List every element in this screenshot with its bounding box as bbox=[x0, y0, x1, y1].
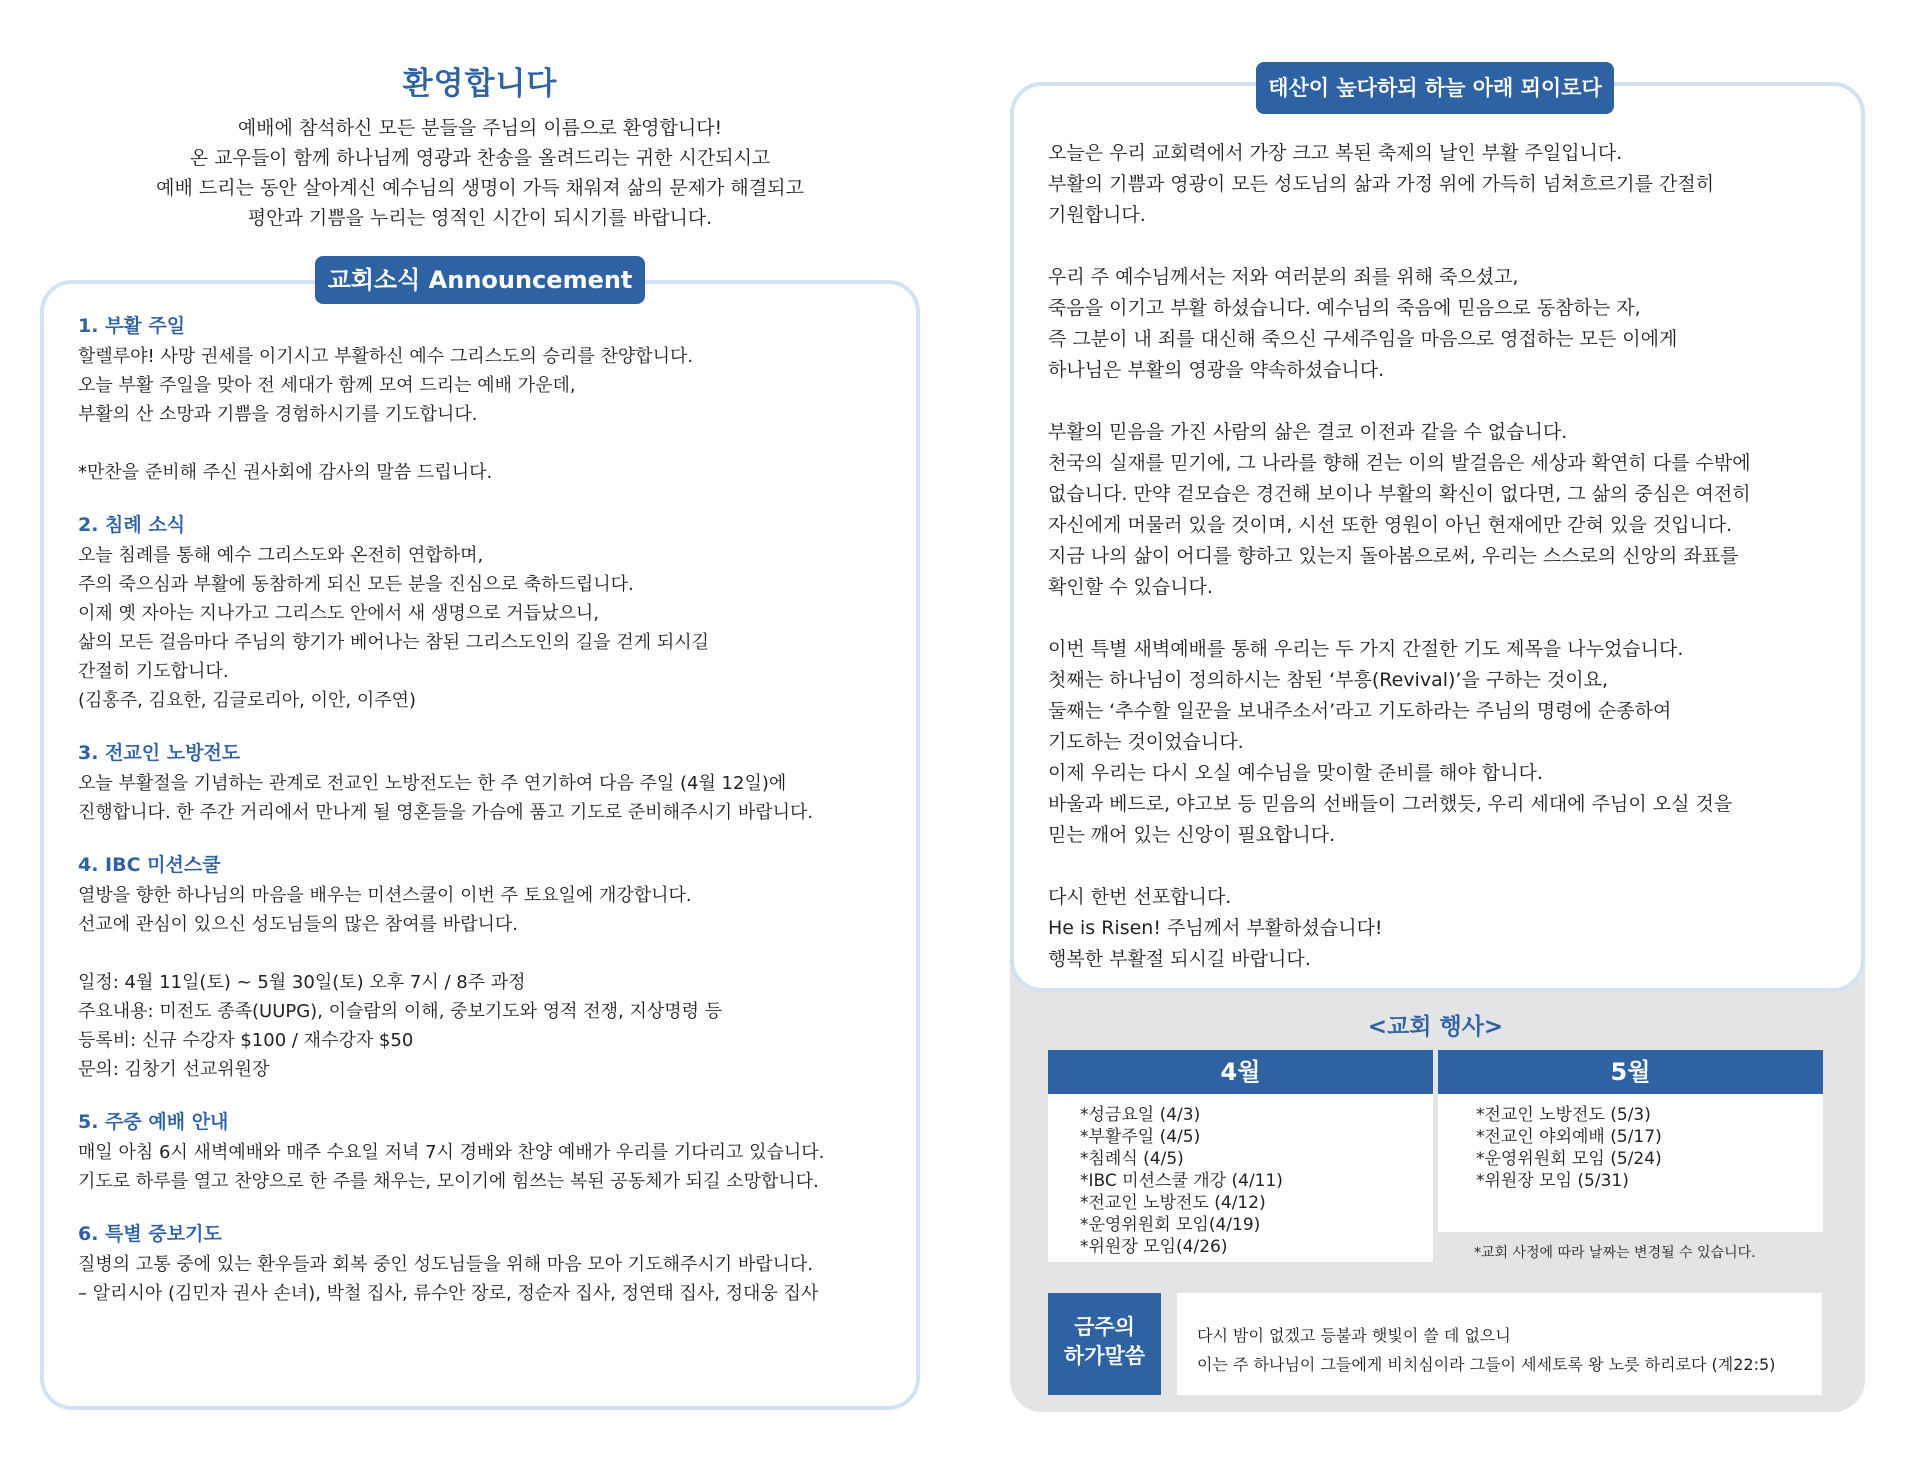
announcement-body: 열방을 향한 하나님의 마음을 배우는 미션스쿨이 이번 주 토요일에 개강합니다. 선교에 관심이 있으신 성도님들의 많은 참여를 바랍니다. 일정: 4월 11일(토) ~ 5월 30일(토) 오후 7시 / 8주 과정 주요내용: 미전도 종족(UUPG), 이슬람의 이해, 중보기도와 영적 전쟁, 지상명령 등 등록비: 신규 수강자 $100 / 재수강자 $50 문의: 김창기 선교위원장 bbox=[78, 885, 723, 1080]
announcement-title: 3. 전교인 노방전도 bbox=[78, 742, 241, 764]
events-april-header: 4월 bbox=[1048, 1050, 1433, 1094]
announcement-body: 오늘 침례를 통해 예수 그리스도와 온전히 연합하며, 주의 죽으심과 부활에 동참하게 되신 모든 분을 진심으로 축하드립니다. 이제 옛 자아는 지나가고 그리스도 안에서 새 생명으로 거듭났으니, 삶의 모든 걸음마다 주님의 향기가 베어나는 참된 그리스도인의 길을 걷게 되시길 간절히 기도합니다. (김홍주, 김요한, 김글로리아, 이안, 이주연) bbox=[78, 545, 710, 711]
events-april-list bbox=[1048, 1094, 1433, 1258]
event-item: *부활주일 (4/5) bbox=[1080, 1127, 1201, 1147]
events-may-column bbox=[1438, 1050, 1823, 1232]
welcome-line: 예배 드리는 동안 살아계신 예수님의 생명이 가득 채워져 삶의 문제가 해결되고 bbox=[156, 177, 804, 199]
event-item: *운영위원회 모임(4/19) bbox=[1080, 1215, 1261, 1235]
announcement-body: 오늘 부활절을 기념하는 관계로 전교인 노방전도는 한 주 연기하여 다음 주일 (4월 12일)에 진행합니다. 한 주간 거리에서 만나게 될 영혼들을 가슴에 품고 기도로 준비해주시기 바랍니다. bbox=[78, 773, 814, 823]
event-item: *위원장 모임 (5/31) bbox=[1476, 1171, 1629, 1191]
events-april-column bbox=[1048, 1050, 1433, 1262]
event-item: *전교인 야외예배 (5/17) bbox=[1476, 1127, 1662, 1147]
verse-box bbox=[1177, 1293, 1822, 1395]
events-note: *교회 사정에 따라 날짜는 변경될 수 있습니다. bbox=[1474, 1245, 1756, 1261]
announcement-body: 매일 아침 6시 새벽예배와 매주 수요일 저녁 7시 경배와 찬양 예배가 우리를 기다리고 있습니다. 기도로 하루를 열고 찬양으로 한 주를 채우는, 모이기에 힘쓰는 복된 공동체가 되길 소망합니다. bbox=[78, 1142, 825, 1192]
announcement-item bbox=[78, 509, 908, 715]
verse-label-text: 금주의 하가말씀 bbox=[1063, 1315, 1146, 1368]
welcome-section bbox=[40, 58, 920, 233]
announcements-list bbox=[78, 310, 908, 1330]
events-may-list bbox=[1438, 1094, 1823, 1192]
sermon-body: 오늘은 우리 교회력에서 가장 크고 복된 축제의 날인 부활 주일입니다. 부활의 기쁨과 영광이 모든 성도님의 삶과 가정 위에 가득히 넘쳐흐르기를 간절히 기원합니다. 우리 주 예수님께서는 저와 여러분의 죄를 위해 죽으셨고, 죽음을 이기고 부활 하셨습니다. 예수님의 죽음에 믿음으로 동참하는 자, 즉 그분이 내 죄를 대신해 죽으신 구세주임을 마음으로 영접하는 모든 이에게 하나님은 부활의 영광을 약속하셨습니다. 부활의 믿음을 가진 사람의 삶은 결코 이전과 같을 수 없습니다. 천국의 실재를 믿기에, 그 나라를 향해 걷는 이의 발걸음은 세상과 확연히 다를 수밖에 없습니다. 만약 겉모습은 경건해 보이나 부활의 확신이 없다면, 그 삶의 중심은 여전히 자신에게 머물러 있을 것이며, 시선 또한 영원이 아닌 현재에만 갇혀 있을 것입니다. 지금 나의 삶이 어디를 향하고 있는지 돌아봄으로써, 우리는 스스로의 신앙의 좌표를 확인할 수 있습니다. 이번 특별 새벽예배를 통해 우리는 두 가지 간절한 기도 제목을 나누었습니다. 첫째는 하나님이 정의하시는 참된 ‘부흥(Revival)’을 구하는 것이요, 둘째는 ‘추수할 일꾼을 보내주소서’라고 기도하라는 주님의 명령에 순종하여 기도하는 것이었습니다. 이제 우리는 다시 오실 예수님을 맞이할 준비를 해야 합니다. 바울과 베드로, 야고보 등 믿음의 선배들이 그러했듯, 우리 세대에 주님이 오실 것을 믿는 깨어 있는 신앙이 필요합니다. 다시 한번 선포합니다. He is Risen! 주님께서 부활하셨습니다! 행복한 부활절 되시길 바랍니다. bbox=[1048, 142, 1751, 970]
events-may-header: 5월 bbox=[1438, 1050, 1823, 1094]
announcement-item bbox=[78, 737, 908, 827]
event-item: *침례식 (4/5) bbox=[1080, 1149, 1184, 1169]
event-item: *IBC 미션스쿨 개강 (4/11) bbox=[1080, 1171, 1283, 1191]
announcement-item bbox=[78, 849, 908, 1084]
event-item: *운영위원회 모임 (5/24) bbox=[1476, 1149, 1662, 1169]
announcement-item bbox=[78, 1106, 908, 1196]
events-title: <교회 행사> bbox=[1367, 1014, 1504, 1040]
event-item: *전교인 노방전도 (4/12) bbox=[1080, 1193, 1266, 1213]
announcement-body: 할렐루야! 사망 권세를 이기시고 부활하신 예수 그리스도의 승리를 찬양합니다. 오늘 부활 주일을 맞아 전 세대가 함께 모여 드리는 예배 가운데, 부활의 산 소망과 기쁨을 경험하시기를 기도합니다. *만찬을 준비해 주신 권사회에 감사의 말씀 드립니다. bbox=[78, 346, 694, 483]
announcement-item bbox=[78, 1218, 908, 1308]
event-item: *전교인 노방전도 (5/3) bbox=[1476, 1105, 1651, 1125]
event-item: *위원장 모임(4/26) bbox=[1080, 1237, 1228, 1257]
welcome-title: 환영합니다 bbox=[402, 66, 558, 102]
announcement-body: 질병의 고통 중에 있는 환우들과 회복 중인 성도님들을 위해 마음 모아 기도해주시기 바랍니다. – 알리시아 (김민자 권사 손녀), 박철 집사, 류수안 장로, 정순자 집사, 정연태 집사, 정대웅 집사 bbox=[78, 1254, 819, 1304]
announcements-header: 교회소식 Announcement bbox=[315, 256, 645, 304]
announcement-title: 2. 침례 소식 bbox=[78, 514, 186, 536]
event-item: *성금요일 (4/3) bbox=[1080, 1105, 1201, 1125]
announcement-title: 4. IBC 미션스쿨 bbox=[78, 854, 221, 876]
verse-label bbox=[1048, 1293, 1161, 1395]
announcement-title: 5. 주중 예배 안내 bbox=[78, 1111, 229, 1133]
sermon-title: 태산이 높다하되 하늘 아래 뫼이로다 bbox=[1256, 62, 1614, 114]
welcome-line: 평안과 기쁨을 누리는 영적인 시간이 되시기를 바랍니다. bbox=[247, 207, 713, 229]
announcement-item bbox=[78, 310, 908, 487]
announcement-title: 6. 특별 중보기도 bbox=[78, 1223, 222, 1245]
announcement-title: 1. 부활 주일 bbox=[78, 315, 186, 337]
verse-line: 다시 밤이 없겠고 등불과 햇빛이 쓸 데 없으니 bbox=[1197, 1326, 1511, 1345]
welcome-line: 예배에 참석하신 모든 분들을 주님의 이름으로 환영합니다! bbox=[237, 117, 723, 139]
verse-line: 이는 주 하나님이 그들에게 비치심이라 그들이 세세토록 왕 노릇 하리로다 (계22:5) bbox=[1197, 1355, 1776, 1374]
welcome-line: 온 교우들이 함께 하나님께 영광과 찬송을 올려드리는 귀한 시간되시고 bbox=[189, 147, 771, 169]
